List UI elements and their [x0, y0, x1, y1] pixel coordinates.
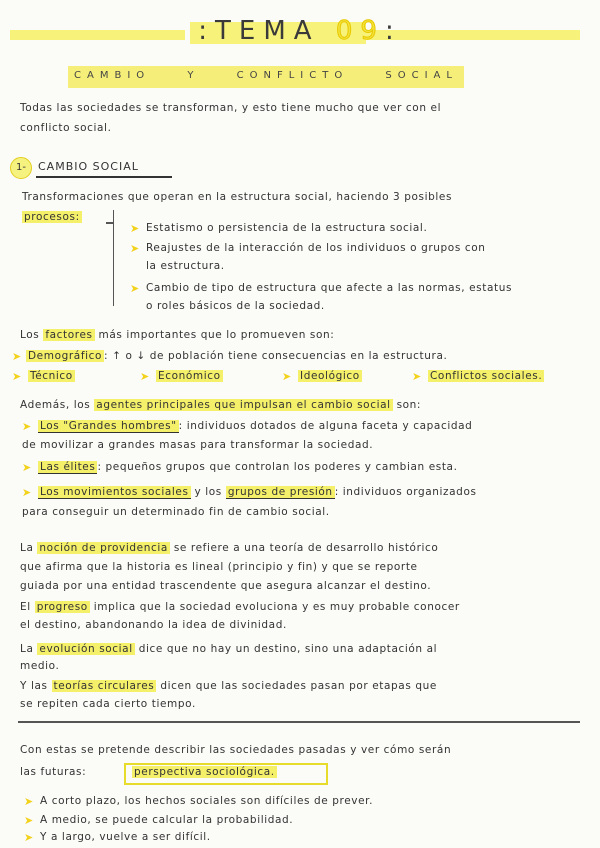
bullet-icon: ➤ [22, 486, 32, 499]
intro-line-2: conflicto social. [20, 122, 112, 134]
theory-progress-line-2: el destino, abandonando la idea de divinidad. [20, 619, 287, 631]
factor-demographic-text: : ↑ o ↓ de población tiene consecuencias en la estructura. [104, 350, 448, 362]
process-2b: la estructura. [146, 260, 225, 272]
section-number: 1- [10, 157, 32, 179]
factors-intro-post: más importantes que lo promueven son: [94, 329, 335, 341]
closing-line-1: Con estas se pretende describir las sociedades pasadas y ver cómo serán [20, 744, 452, 756]
bullet-icon: ➤ [412, 370, 422, 383]
section-underline [36, 176, 172, 178]
intro-line-1: Todas las sociedades se transforman, y esto tiene mucho que ver con el [20, 102, 442, 114]
theory-progress-pre: El [20, 601, 35, 613]
agent-3-label-a: Los movimientos sociales [40, 486, 189, 498]
theory-evolution-post: dice que no hay un destino, sino una adaptación al [134, 643, 438, 655]
agent-2 [38, 461, 458, 473]
factor-ideologico: Ideológico [300, 370, 360, 382]
bullet-icon: ➤ [130, 282, 140, 295]
theory-providence-line-2: que afirma que la historia es lineal (principio y fin) y que se reporte [20, 561, 418, 573]
closing-bullet-3: Y a largo, vuelve a ser difícil. [40, 831, 211, 843]
agent-2-text: : pequeños grupos que controlan los poderes y cambian esta. [97, 461, 458, 473]
section-lead-1: Transformaciones que operan en la estructura social, haciendo 3 posibles [22, 191, 453, 203]
divider [18, 721, 580, 723]
factors-intro-pre: Los [20, 329, 44, 341]
agent-3-text: : individuos organizados [334, 486, 477, 498]
agent-3-line-2: para conseguir un determinado fin de cambio social. [22, 506, 330, 518]
bullet-icon: ➤ [22, 461, 32, 474]
section-lead-2: procesos: [24, 211, 80, 223]
agent-1 [38, 420, 472, 432]
theory-progress [20, 601, 460, 613]
factor-demographic-label: Demográfico [28, 350, 103, 362]
theory-providence-highlight: noción de providencia [39, 542, 168, 554]
agent-1-label: Los "Grandes hombres" [40, 420, 177, 432]
theory-progress-highlight: progreso [36, 601, 88, 613]
agents-intro [20, 399, 421, 411]
process-brace [113, 210, 124, 306]
process-3a: Cambio de tipo de estructura que afecte a las normas, estatus [146, 282, 513, 294]
agents-intro-post: son: [392, 399, 422, 411]
page-title [0, 16, 600, 46]
bullet-icon: ➤ [12, 350, 22, 363]
factor-demographic [26, 350, 447, 362]
title-number: 09 [335, 16, 385, 46]
agents-intro-highlight: agentes principales que impulsan el cambio social [96, 399, 391, 411]
closing-bullet-2: A medio, se puede calcular la probabilidad. [40, 814, 294, 826]
theory-circular-line-2: se repiten cada cierto tiempo. [20, 698, 196, 710]
factor-tecnico: Técnico [30, 370, 73, 382]
bullet-icon: ➤ [12, 370, 22, 383]
factors-intro [20, 329, 334, 341]
theory-providence-post: se refiere a una teoría de desarrollo histórico [169, 542, 439, 554]
theory-progress-post: implica que la sociedad evoluciona y es muy probable conocer [89, 601, 460, 613]
process-2a: Reajustes de la interacción de los individuos o grupos con [146, 242, 486, 254]
agent-1-line-2: de movilizar a grandes masas para transformar la sociedad. [22, 439, 374, 451]
agent-3 [38, 486, 477, 498]
bullet-icon: ➤ [130, 242, 140, 255]
agents-intro-pre: Además, los [20, 399, 95, 411]
theory-evolution-pre: La [20, 643, 38, 655]
bullet-icon: ➤ [24, 814, 34, 827]
bullet-icon: ➤ [22, 420, 32, 433]
process-3b: o roles básicos de la sociedad. [146, 300, 325, 312]
bullet-icon: ➤ [24, 795, 34, 808]
theory-providence-line-3: guiada por una entidad trascendente que asegura alcanzar el destino. [20, 580, 432, 592]
factor-conflictos: Conflictos sociales. [430, 370, 543, 382]
page-subtitle: CAMBIO Y CONFLICTO SOCIAL [74, 70, 458, 81]
factors-intro-highlight: factores [45, 329, 93, 341]
bullet-icon: ➤ [24, 831, 34, 844]
theory-providence [20, 542, 438, 554]
perspective-label: perspectiva sociológica. [134, 766, 275, 778]
closing-line-2: las futuras: [20, 766, 87, 778]
agent-2-label: Las élites [40, 461, 96, 473]
theory-circular [20, 680, 437, 692]
theory-circular-post: dicen que las sociedades pasan por etapas que [156, 680, 437, 692]
factor-economico: Económico [158, 370, 221, 382]
bullet-icon: ➤ [140, 370, 150, 383]
theory-circular-pre: Y las [20, 680, 52, 692]
theory-evolution-line-2: medio. [20, 660, 60, 672]
agent-1-text: : individuos dotados de alguna faceta y capacidad [178, 420, 473, 432]
agent-3-mid: y los [190, 486, 226, 498]
closing-bullet-1: A corto plazo, los hechos sociales son difíciles de prever. [40, 795, 374, 807]
theory-providence-pre: La [20, 542, 38, 554]
bullet-icon: ➤ [130, 222, 140, 235]
section-title: CAMBIO SOCIAL [38, 160, 139, 173]
bullet-icon: ➤ [282, 370, 292, 383]
title-prefix: :TEMA [198, 16, 336, 46]
theory-evolution-highlight: evolución social [39, 643, 133, 655]
process-1: Estatismo o persistencia de la estructura social. [146, 222, 428, 234]
agent-3-label-b: grupos de presión [227, 486, 333, 498]
theory-circular-highlight: teorías circulares [53, 680, 155, 692]
theory-evolution [20, 643, 437, 655]
title-suffix: : [384, 16, 402, 46]
